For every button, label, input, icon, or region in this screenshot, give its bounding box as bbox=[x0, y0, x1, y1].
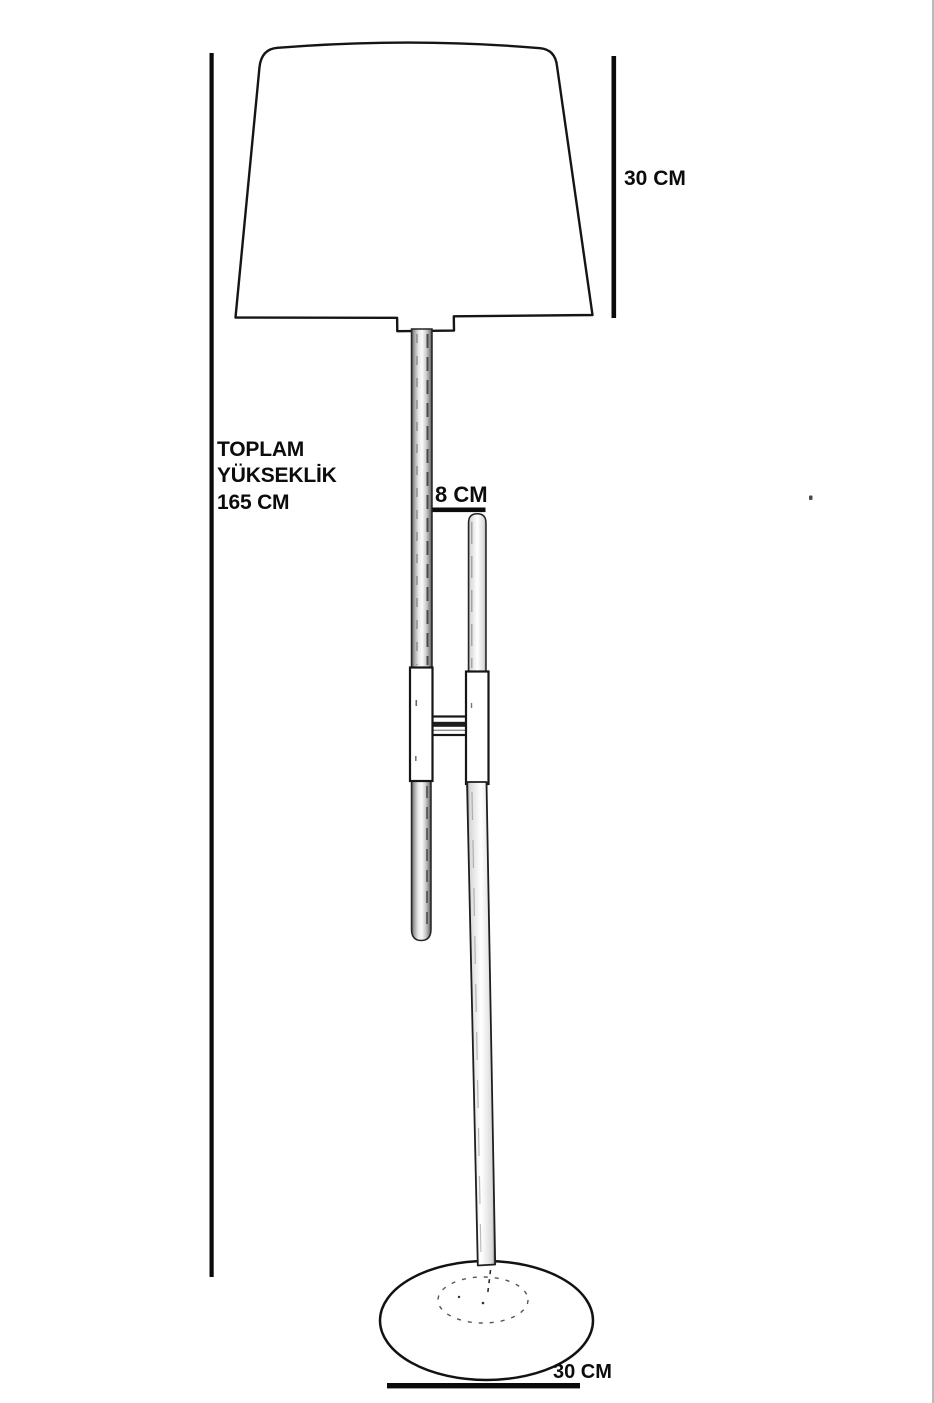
crossbar-hatch-thin bbox=[432, 730, 467, 731]
total-height-line3: 165 CM bbox=[217, 490, 290, 514]
right-sleeve-speck bbox=[471, 703, 472, 708]
second-pole-upper bbox=[469, 514, 487, 674]
floor-lamp bbox=[236, 43, 594, 1380]
left-sleeve-speck1 bbox=[416, 700, 418, 706]
h-bracket-left-sleeve bbox=[410, 668, 433, 782]
total-height-line2: YÜKSEKLİK bbox=[217, 464, 337, 488]
total-height-label bbox=[217, 437, 337, 516]
base-speck1 bbox=[458, 1296, 460, 1298]
pole-offset-label: 8 CM bbox=[435, 482, 488, 507]
base-width-dimension-line bbox=[387, 1383, 580, 1388]
lamp-shade bbox=[236, 43, 593, 332]
left-pole-lower bbox=[412, 780, 432, 941]
lower-stem bbox=[467, 782, 495, 1266]
base-speck2 bbox=[482, 1302, 485, 1305]
total-height-dimension-line bbox=[210, 53, 214, 1277]
speck-artifact bbox=[809, 496, 813, 501]
shade-height-dimension-line bbox=[612, 56, 617, 318]
pole-offset-dimension-line bbox=[433, 508, 486, 513]
left-sleeve-speck2 bbox=[415, 756, 417, 761]
h-bracket-right-sleeve bbox=[466, 672, 489, 785]
base-width-label: 30 CM bbox=[553, 1361, 612, 1383]
shade-height-label: 30 CM bbox=[624, 167, 686, 190]
total-height-line1: TOPLAM bbox=[217, 438, 305, 461]
crossbar-hatch bbox=[432, 722, 467, 727]
upper-pole bbox=[412, 329, 433, 669]
